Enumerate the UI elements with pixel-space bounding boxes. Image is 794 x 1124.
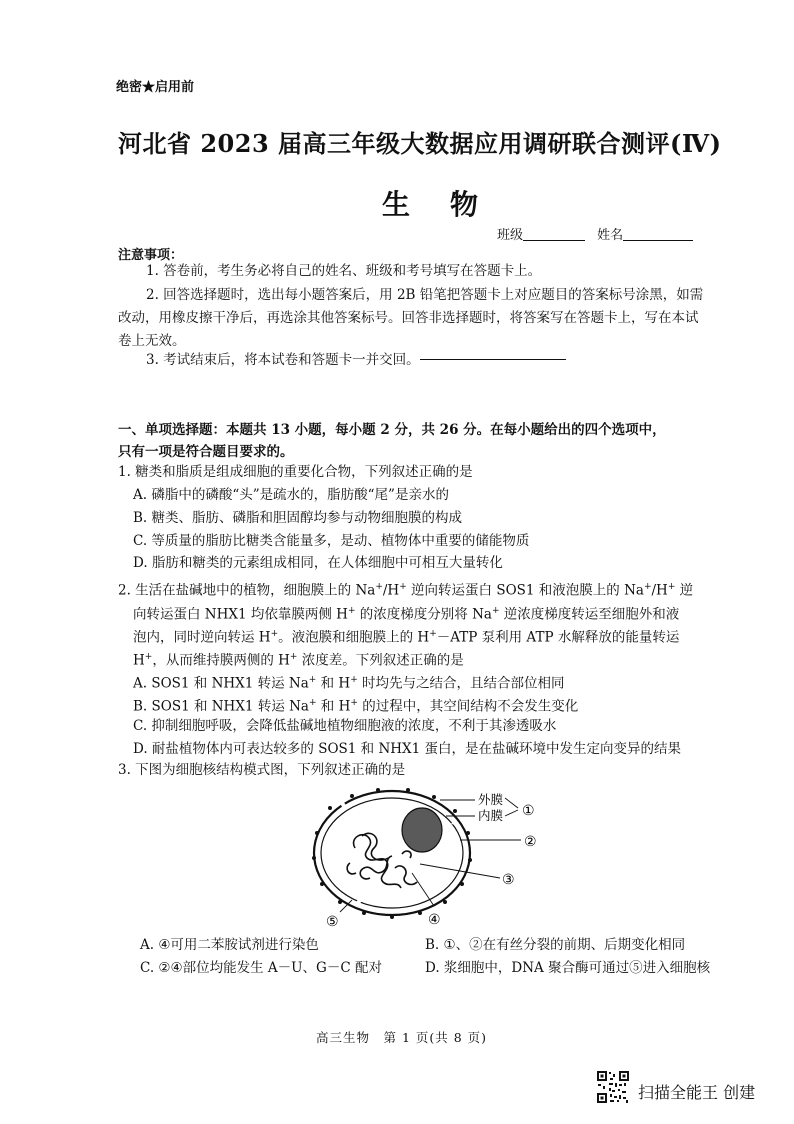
section-heading: 一、单项选择题：本题共 13 小题，每小题 2 分，共 26 分。在每小题给出的四个选项中，只有一项是符合题目要求的。 (118, 422, 666, 460)
q2-stem-line-1: 2. 生活在盐碱地中的植物，细胞膜上的 Na+/H+ 逆向转运蛋白 SOS1 和液泡膜上的 Na+/H+ 逆 (118, 582, 694, 599)
q1-stem: 1. 糖类和脂质是组成细胞的重要化合物，下列叙述正确的是 (118, 464, 473, 480)
outer-membrane-label: 外膜 (478, 792, 504, 807)
label-1: ① (522, 803, 535, 819)
label-4: ④ (428, 912, 441, 928)
q1-option-a: A. 磷脂中的磷酸“头”是疏水的，脂肪酸“尾”是亲水的 (133, 487, 449, 503)
scanner-watermark: 扫描全能王 创建 (638, 1083, 756, 1102)
q2-option-d: D. 耐盐植物体内可表达较多的 SOS1 和 NHX1 蛋白，是在盐碱环境中发生定向变异的结果 (133, 741, 682, 757)
outer-membrane (314, 791, 470, 915)
class-field (523, 240, 585, 241)
inner-membrane-label: 内膜 (478, 808, 504, 823)
page-footer: 高三生物 第 1 页(共 8 页) (316, 1030, 488, 1045)
name-field (623, 240, 693, 241)
q2-stem-line-4: H+，从而维持膜两侧的 H+ 浓度差。下列叙述正确的是 (133, 652, 464, 669)
q2-stem-line-2: 向转运蛋白 NHX1 均依靠膜两侧 H+ 的浓度梯度分别将 Na+ 逆浓度梯度转运至细胞外和液 (133, 606, 680, 623)
q3-option-d: D. 浆细胞中，DNA 聚合酶可通过⑤进入细胞核 (425, 960, 711, 976)
q2-option-b: B. SOS1 和 NHX1 转运 Na+ 和 H+ 的过程中，其空间结构不会发生变化 (133, 698, 579, 715)
q2-option-c: C. 抑制细胞呼吸，会降低盐碱地植物细胞液的浓度，不利于其渗透吸水 (133, 718, 557, 734)
class-label: 班级 (497, 228, 524, 243)
notice-heading: 注意事项： (118, 248, 184, 263)
notice-item-2-line-3: 卷上无效。 (118, 333, 186, 349)
inner-membrane (321, 798, 463, 908)
q3-stem: 3. 下图为细胞核结构模式图，下列叙述正确的是 (118, 762, 406, 778)
nucleolus (402, 808, 442, 852)
q3-option-a: A. ④可用二苯胺试剂进行染色 (140, 937, 319, 953)
ribosome-dots (312, 788, 472, 919)
q1-option-c: C. 等质量的脂肪比糖类含能量多，是动、植物体中重要的储能物质 (133, 533, 530, 549)
notice-item-3: 3. 考试结束后，将本试卷和答题卡一并交回。 (146, 348, 566, 372)
q3-option-b: B. ①、②在有丝分裂的前期、后期变化相同 (425, 937, 686, 953)
q2-stem-line-3: 泡内，同时逆向转运 H+。液泡膜和细胞膜上的 H+－ATP 泵利用 ATP 水解释放的能量转运 (133, 629, 680, 646)
dash-line (420, 359, 566, 360)
nuclear-pores (340, 800, 458, 906)
nucleus-diagram (300, 778, 560, 933)
qr-code-icon (596, 1070, 630, 1104)
q1-option-d: D. 脂肪和糖类的元素组成相同，在人体细胞中可相互大量转化 (133, 555, 503, 571)
q3-option-c: C. ②④部位均能发生 A－U、G－C 配对 (140, 960, 382, 976)
confidential-mark: 绝密★启用前 (116, 80, 195, 95)
student-info (497, 224, 693, 243)
label-3: ③ (502, 872, 515, 888)
notice-item-2-line-1: 2. 回答选择题时，选出每小题答案后，用 2B 铅笔把答题卡上对应题目的答案标号涂黑，如需 (146, 287, 704, 303)
q1-option-b: B. 糖类、脂肪、磷脂和胆固醇均参与动物细胞膜的构成 (133, 510, 463, 526)
name-label: 姓名 (597, 228, 624, 243)
subject-title: 生物 (382, 188, 519, 221)
label-5: ⑤ (326, 914, 339, 930)
exam-title: 河北省 2023 届高三年级大数据应用调研联合测评(Ⅳ) (118, 129, 722, 158)
notice-item-2-line-2: 改动，用橡皮擦干净后，再选涂其他答案标号。回答非选择题时，将答案写在答题卡上，写在本试 (118, 310, 699, 326)
label-2: ② (524, 834, 537, 850)
notice-item-1: 1. 答卷前，考生务必将自己的姓名、班级和考号填写在答题卡上。 (146, 263, 542, 279)
q2-option-a: A. SOS1 和 NHX1 转运 Na+ 和 H+ 时均先与之结合，且结合部位相同 (133, 675, 565, 692)
